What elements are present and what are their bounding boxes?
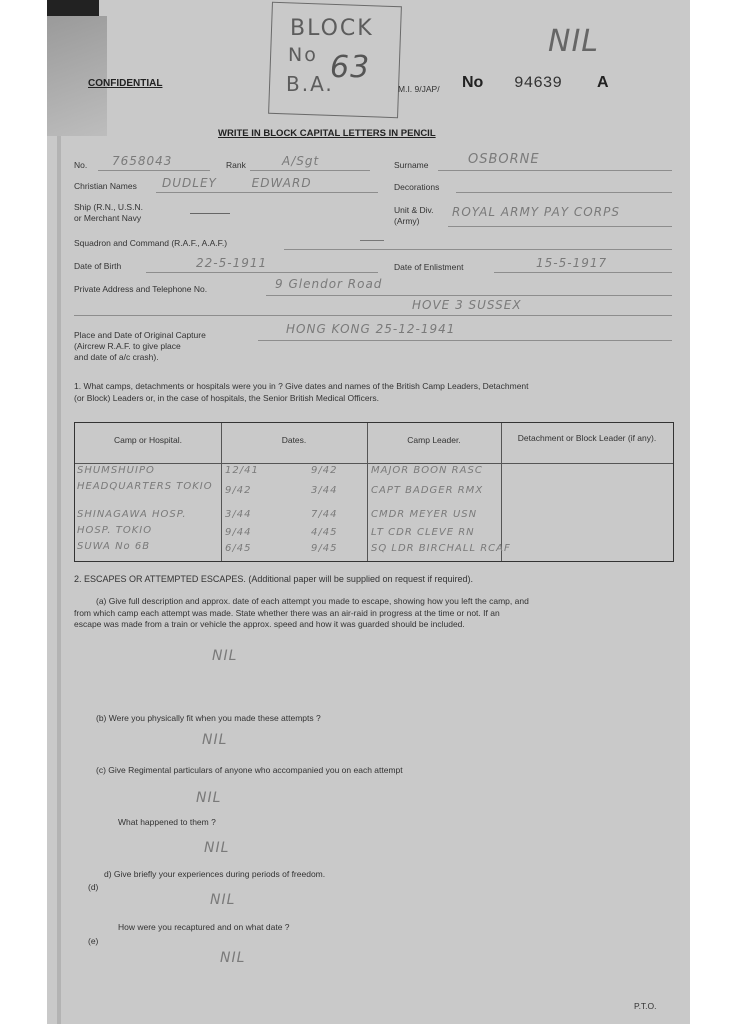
- table-row-2-camp: HEADQUARTERS TOKIO: [77, 481, 213, 492]
- table-row-5-camp: SUWA No 6B: [77, 541, 151, 552]
- q2c-text: (c) Give Regimental particulars of anyone who accompanied you on each attempt: [96, 765, 403, 775]
- pto-label: P.T.O.: [634, 1001, 657, 1011]
- q2d-text: d) Give briefly your experiences during periods of freedom.: [104, 869, 326, 879]
- address-line-2: HOVE 3 SUSSEX: [412, 298, 522, 312]
- folded-corner: [47, 16, 107, 136]
- q2c2-answer: NIL: [204, 840, 230, 856]
- table-row-3-from: 3/44: [225, 509, 252, 520]
- unit-value: ROYAL ARMY PAY CORPS: [452, 205, 620, 219]
- table-row-4-leader: LT CDR CLEVE RN: [371, 527, 475, 538]
- q2e-text: How were you recaptured and on what date ?: [118, 922, 290, 932]
- q2d-answer: NIL: [210, 892, 236, 908]
- address-line-1: 9 Glendor Road: [275, 277, 383, 291]
- table-header-detachment: Detachment or Block Leader (if any).: [517, 433, 657, 443]
- form-code: M.I. 9/JAP/: [398, 84, 440, 94]
- top-nil-note: NIL: [548, 24, 600, 59]
- stamp-line-no: No: [288, 44, 318, 66]
- surname-label: Surname: [394, 160, 429, 170]
- form-suffix: A: [597, 74, 609, 91]
- table-row-2-from: 9/42: [225, 485, 252, 496]
- instruction-heading: WRITE IN BLOCK CAPITAL LETTERS IN PENCIL: [218, 128, 436, 139]
- table-row-1-from: 12/41: [225, 465, 259, 476]
- dob-value: 22-5-1911: [196, 256, 268, 270]
- table-row-1-leader: MAJOR BOON RASC: [371, 465, 483, 476]
- table-row-4-from: 9/44: [225, 527, 252, 538]
- capture-label-3: and date of a/c crash).: [74, 352, 159, 362]
- table-row-5-leader: SQ LDR BIRCHALL RCAF: [371, 543, 511, 554]
- q2a-text-2: from which camp each attempt was made. State whether there was an air-raid in progress at the time or not. If an: [74, 608, 500, 618]
- form-number: 94639: [514, 74, 563, 92]
- q1-text-1: 1. What camps, detachments or hospitals were you in ? Give dates and names of the British Camp Leaders, Detachment: [74, 381, 529, 391]
- christian-names-label: Christian Names: [74, 181, 137, 191]
- table-row-5-from: 6/45: [225, 543, 252, 554]
- scan-corner: [47, 0, 99, 16]
- no-label: No.: [74, 160, 88, 170]
- table-row-4-to: 4/45: [311, 527, 338, 538]
- q2a-text-3: escape was made from a train or vehicle the approx. speed and how it was guarded should be included.: [74, 619, 465, 629]
- decorations-label: Decorations: [394, 182, 440, 192]
- page-fold-shadow: [57, 0, 61, 1024]
- q2b-answer: NIL: [202, 732, 228, 748]
- q2e-mark: (e): [88, 936, 99, 946]
- address-label: Private Address and Telephone No.: [74, 284, 208, 294]
- q2a-text-1: (a) Give full description and approx. date of each attempt you made to escape, showing how you left the camp, and: [96, 596, 529, 606]
- table-row-1-camp: SHUMSHUIPO: [77, 465, 155, 476]
- table-header-leader: Camp Leader.: [407, 435, 461, 445]
- q2-title: 2. ESCAPES OR ATTEMPTED ESCAPES. (Additional paper will be supplied on request if required).: [74, 574, 474, 584]
- dob-label: Date of Birth: [74, 261, 122, 271]
- table-row-2-to: 3/44: [311, 485, 338, 496]
- q2a-answer: NIL: [212, 648, 238, 664]
- unit-label-2: (Army): [394, 216, 420, 226]
- q2e-answer: NIL: [220, 950, 246, 966]
- q2c-answer: NIL: [196, 790, 222, 806]
- ship-label-2: or Merchant Navy: [74, 213, 142, 223]
- capture-label-1: Place and Date of Original Capture: [74, 330, 206, 340]
- form-no-label: No: [462, 74, 484, 91]
- table-row-2-leader: CAPT BADGER RMX: [371, 485, 484, 496]
- table-row-1-to: 9/42: [311, 465, 338, 476]
- capture-label-2: (Aircrew R.A.F. to give place: [74, 341, 181, 351]
- stamp-line-block: BLOCK: [290, 16, 374, 41]
- q2c-text-2: What happened to them ?: [118, 817, 216, 827]
- ship-label-1: Ship (R.N., U.S.N.: [74, 202, 143, 212]
- unit-label-1: Unit & Div.: [394, 205, 434, 215]
- stamp-line-ba: B.A.: [286, 72, 334, 96]
- table-header-dates: Dates.: [281, 435, 307, 445]
- q2d-mark: (d): [88, 882, 99, 892]
- no-value: 7658043: [112, 154, 173, 168]
- enlistment-value: 15-5-1917: [536, 256, 608, 270]
- rank-value: A/Sgt: [282, 154, 320, 168]
- camps-table: [74, 422, 674, 562]
- squadron-label: Squadron and Command (R.A.F., A.A.F.): [74, 238, 228, 248]
- rank-label: Rank: [226, 160, 246, 170]
- table-header-camp: Camp or Hospital.: [113, 435, 183, 445]
- confidential-label: CONFIDENTIAL: [88, 78, 163, 89]
- table-row-3-to: 7/44: [311, 509, 338, 520]
- stamp-number: 63: [330, 50, 371, 85]
- table-row-5-to: 9/45: [311, 543, 338, 554]
- q1-text-2: (or Block) Leaders or, in the case of hospitals, the Senior British Medical Officers.: [74, 393, 380, 403]
- capture-value: HONG KONG 25-12-1941: [286, 322, 456, 336]
- table-row-4-camp: HOSP. TOKIO: [77, 525, 153, 536]
- table-row-3-camp: SHINAGAWA HOSP.: [77, 509, 187, 520]
- christian-names-value: DUDLEY EDWARD: [162, 176, 312, 190]
- surname-value: OSBORNE: [468, 152, 540, 167]
- table-row-3-leader: CMDR MEYER USN: [371, 509, 478, 520]
- enlistment-label: Date of Enlistment: [394, 262, 464, 272]
- q2b-text: (b) Were you physically fit when you made these attempts ?: [96, 713, 321, 723]
